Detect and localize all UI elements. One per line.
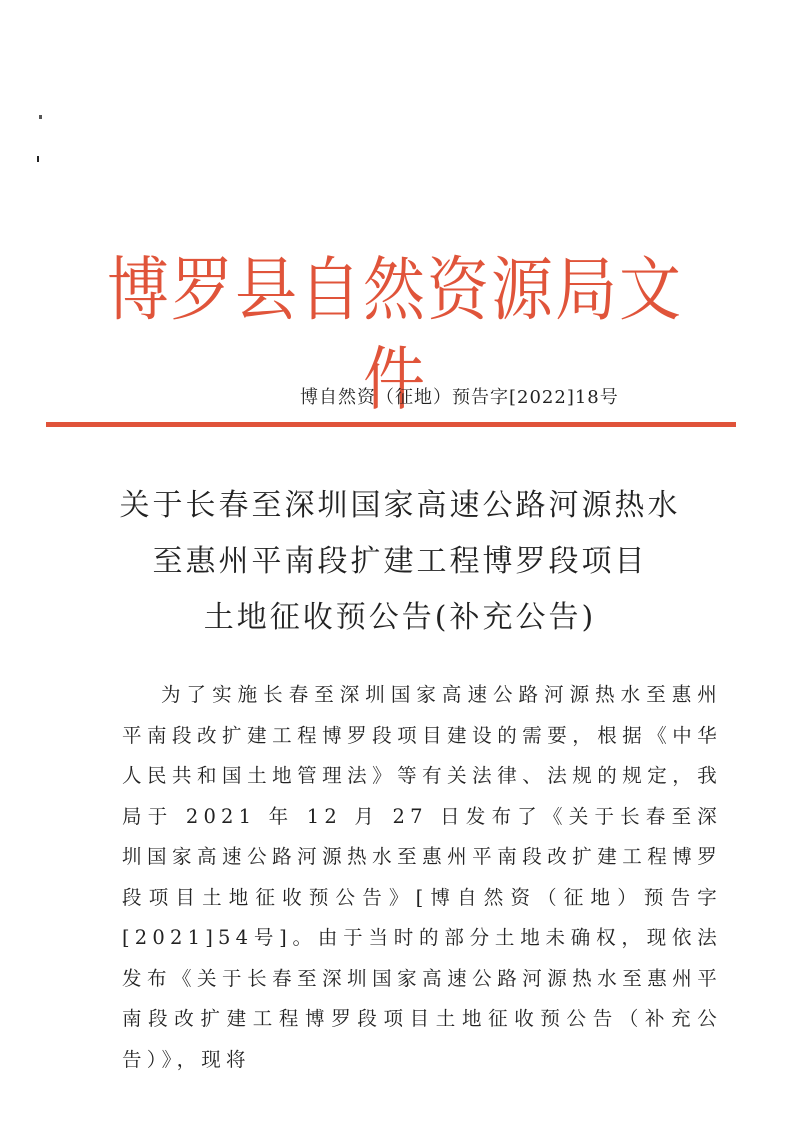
title-line-2: 至惠州平南段扩建工程博罗段项目 [152,544,648,579]
masthead-title: 博罗县自然资源局文件 [106,248,683,420]
document-number: 博自然资（征地）预告字[2022]18号 [300,387,619,408]
body-text [122,675,722,1080]
document-title [40,478,760,646]
title-line-1: 关于长春至深圳国家高速公路河源热水 [119,488,681,523]
red-divider-line [46,422,736,427]
body-paragraph: 为了实施长春至深圳国家高速公路河源热水至惠州平南段改扩建工程博罗段项目建设的需要，根据《中华人民共和国土地管理法》等有关法律、法规的规定，我局于 2021 年 12 月 27 日发布了《关于长春至深圳国家高速公路河源热水至惠州平南段改扩建工程博罗段项目土地征收预公告》[博自然资（征地）预告字[2021]54号]。由于当时的部分土地未确权，现依法发布《关于长春至深圳国家高速公路河源热水至惠州平南段改扩建工程博罗段项目土地征收预公告（补充公告）》，现将 [122,683,722,1071]
title-line-3: 土地征收预公告(补充公告) [203,600,597,635]
scan-speck [39,115,42,119]
scan-speck [37,156,39,162]
